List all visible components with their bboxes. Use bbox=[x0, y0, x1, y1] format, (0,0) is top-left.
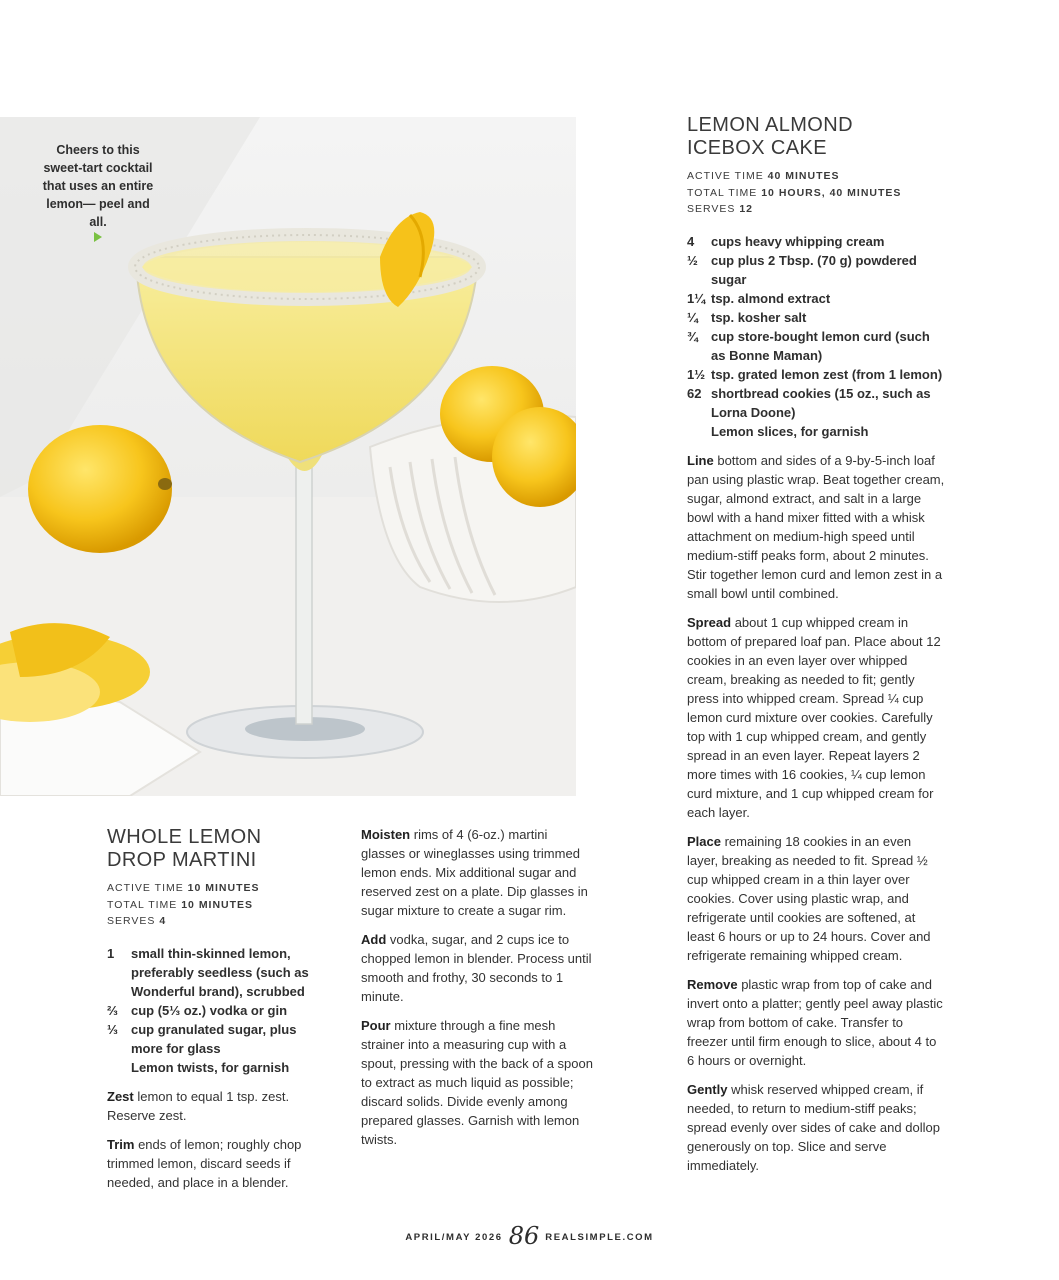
cake-recipe bbox=[687, 114, 945, 1175]
cake-serves-label: SERVES bbox=[687, 203, 736, 215]
footer-site: REALSIMPLE.COM bbox=[545, 1232, 654, 1243]
cake-step: Line bottom and sides of a 9-by-5-inch loaf pan using plastic wrap. Beat together cream, sugar, almond extract, and salt in a large bowl with a hand mixer fitted with a whisk attachment on medium-high speed until medium-stiff peaks form, about 2 minutes. Stir together lemon curd and lemon zest in a small bowl until combined. bbox=[687, 452, 945, 601]
martini-ingredient: 1 small thin-skinned lemon, preferably seedless (such as Wonderful brand), scrubbed bbox=[107, 945, 309, 999]
martini-serves-value: 4 bbox=[159, 915, 167, 927]
martini-ingredient: ⅔ cup (5⅓ oz.) vodka or gin bbox=[107, 1002, 288, 1018]
martini-active-time-label: ACTIVE TIME bbox=[107, 882, 184, 894]
martini-step: Add vodka, sugar, and 2 cups ice to chopped lemon in blender. Process until smooth and frothy, 30 seconds to 1 minute. bbox=[361, 932, 592, 1004]
martini-title bbox=[107, 826, 329, 872]
cocktail-photo bbox=[0, 117, 576, 796]
cake-ingredient: 62 shortbread cookies (15 oz., such as Lorna Doone) bbox=[687, 385, 931, 420]
cake-ingredient: 1½ tsp. grated lemon zest (from 1 lemon) bbox=[687, 366, 943, 382]
martini-meta bbox=[107, 880, 329, 930]
page-footer bbox=[0, 1222, 1059, 1250]
martini-total-time-value: 10 MINUTES bbox=[181, 898, 254, 911]
martini-ingredient: Lemon twists, for garnish bbox=[131, 1059, 290, 1075]
cake-total-time-label: TOTAL TIME bbox=[687, 186, 758, 199]
martini-serves-label: SERVES bbox=[107, 915, 156, 927]
cake-active-time-label: ACTIVE TIME bbox=[687, 170, 764, 182]
cake-ingredient: ¾ cup store-bought lemon curd (such as Bonne Maman) bbox=[687, 328, 930, 363]
cake-meta bbox=[687, 168, 945, 218]
martini-recipe bbox=[107, 826, 329, 1192]
cake-ingredient: 4 cups heavy whipping cream bbox=[687, 233, 885, 249]
cake-title-line1: LEMON ALMOND bbox=[687, 114, 853, 136]
cake-active-time-value: 40 MINUTES bbox=[767, 170, 840, 182]
martini-step: Moisten rims of 4 (6-oz.) martini glasses or wineglasses using trimmed lemon ends. Mix additional sugar and reserved zest on a plate. Dip glasses in sugar mixture to create a sugar rim. bbox=[361, 827, 588, 918]
martini-active-time-value: 10 MINUTES bbox=[187, 882, 260, 894]
cake-ingredient: ½ cup plus 2 Tbsp. (70 g) powdered sugar bbox=[687, 252, 917, 287]
cake-title bbox=[687, 114, 945, 160]
cake-ingredients-list bbox=[687, 232, 945, 441]
cake-serves-value: 12 bbox=[739, 203, 754, 215]
martini-ingredients-list bbox=[107, 944, 329, 1077]
cake-step: Place remaining 18 cookies in an even layer, breaking as needed to fit. Spread ½ cup whipped cream in a thin layer over cookies. Cover using plastic wrap, and refrigerate until cookies are softened, at least 6 hours or up to 24 hours. Cover and refrigerate remaining whipped cream. bbox=[687, 833, 931, 963]
martini-total-time-label: TOTAL TIME bbox=[107, 898, 178, 911]
cake-ingredient: Lemon slices, for garnish bbox=[711, 423, 869, 439]
martini-step: Pour mixture through a fine mesh strainer into a measuring cup with a spout, pressing with the back of a spoon to extract as much liquid as possible; discard solids. Divide evenly among prepared glasses. Garnish with lemon twists. bbox=[361, 1018, 593, 1147]
caption-arrow-icon bbox=[94, 232, 102, 242]
martini-title-line2: DROP MARTINI bbox=[107, 849, 257, 871]
martini-title-line1: WHOLE LEMON bbox=[107, 826, 262, 848]
cake-total-time-value: 10 HOURS, 40 MINUTES bbox=[761, 186, 902, 199]
martini-step: Trim ends of lemon; roughly chop trimmed lemon, discard seeds if needed, and place in a blender. bbox=[107, 1136, 302, 1190]
cake-ingredient: ¼ tsp. kosher salt bbox=[687, 309, 807, 325]
cake-title-line2: ICEBOX CAKE bbox=[687, 137, 827, 159]
cake-ingredient: 1¼ tsp. almond extract bbox=[687, 290, 831, 306]
cake-step: Gently whisk reserved whipped cream, if needed, to return to medium-stiff peaks; spread evenly over sides of cake and dollop generously on top. Slice and serve immediately. bbox=[687, 1081, 940, 1173]
page-number: 86 bbox=[508, 1222, 540, 1250]
cake-step: Spread about 1 cup whipped cream in bottom of prepared loaf pan. Place about 12 cookies in an even layer over whipped cream, breaking as needed to fit; gently press into whipped cream. Spread ¼ cup lemon curd mixture over cookies. Carefully top with 1 cup whipped cream, and gently spread in an even layer. Repeat layers 2 more times with 16 cookies, ¼ cup lemon curd mixture, and 1 cup whipped cream for each layer. bbox=[687, 614, 941, 820]
martini-ingredient: ⅓ cup granulated sugar, plus more for glass bbox=[107, 1021, 297, 1056]
cake-step: Remove plastic wrap from top of cake and invert onto a platter; gently peel away plastic wrap from bottom of cake. Transfer to freezer until firm enough to slice, about 4 to 6 hours or overnight. bbox=[687, 976, 943, 1068]
martini-step: Zest lemon to equal 1 tsp. zest. Reserve zest. bbox=[107, 1088, 290, 1123]
photo-caption: Cheers to this sweet-tart cocktail that uses an entire lemon— peel and all. bbox=[42, 143, 154, 229]
footer-issue: APRIL/MAY 2026 bbox=[405, 1232, 503, 1243]
martini-method bbox=[361, 819, 593, 1149]
